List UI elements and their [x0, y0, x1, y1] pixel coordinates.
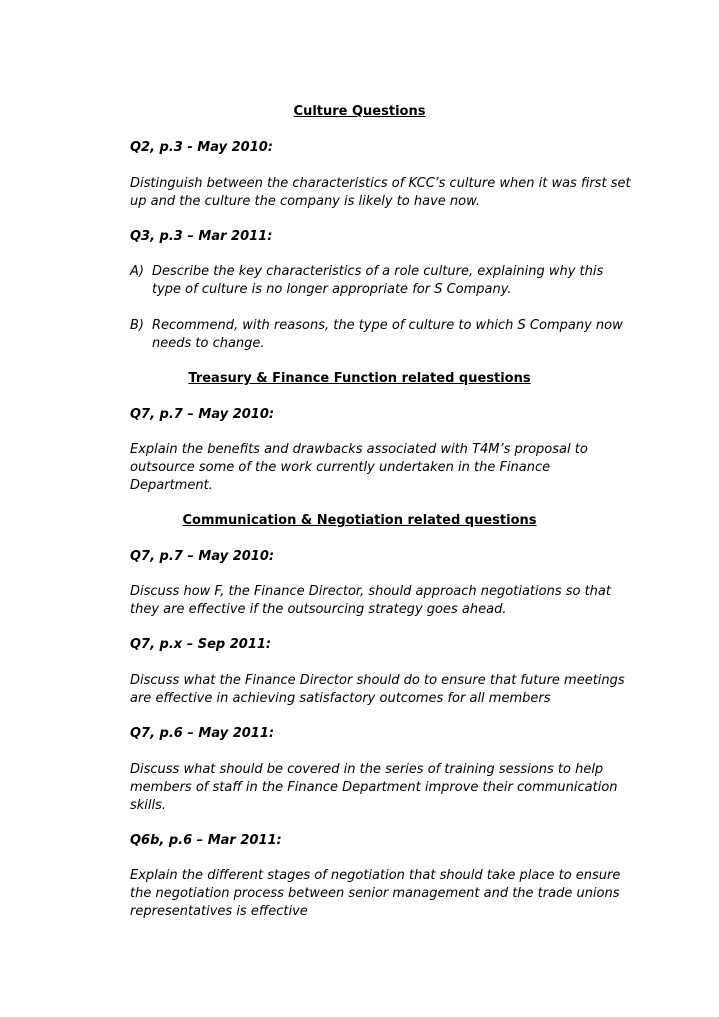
question-label: Q2, p.3 - May 2010: — [130, 140, 273, 155]
question-text: Explain the benefits and drawbacks associated with T4M’s proposal to outsource some of the work currently undertaken in the Finance Department. — [130, 442, 588, 493]
list-item — [130, 263, 635, 299]
list-marker: B) — [130, 318, 144, 333]
question-text: Discuss what the Finance Director should do to ensure that future meetings are effective in achieving satisfactory outcomes for all members — [130, 673, 625, 706]
question-label: Q7, p.x – Sep 2011: — [130, 637, 272, 652]
question-text: Distinguish between the characteristics of KCC’s culture when it was first set up and the culture the company is likely to have now. — [130, 176, 631, 209]
question-label: Q3, p.3 – Mar 2011: — [130, 229, 273, 244]
section-heading: Treasury & Finance Function related questions — [188, 371, 531, 386]
question-label: Q7, p.6 – May 2011: — [130, 726, 275, 741]
list-marker: A) — [130, 264, 144, 279]
question-label: Q7, p.7 – May 2010: — [130, 407, 275, 422]
list-item-text: Recommend, with reasons, the type of culture to which S Company now needs to change. — [152, 318, 623, 351]
question-text: Discuss how F, the Finance Director, should approach negotiations so that they are effective if the outsourcing strategy goes ahead. — [130, 584, 611, 617]
question-text: Discuss what should be covered in the series of training sessions to help members of staff in the Finance Department improve their communication skills. — [130, 762, 618, 813]
question-label: Q7, p.7 – May 2010: — [130, 549, 275, 564]
list-item-text: Describe the key characteristics of a role culture, explaining why this type of culture is no longer appropriate for S Company. — [152, 264, 604, 297]
question-text: Explain the different stages of negotiation that should take place to ensure the negotiation process between senior management and the trade unions representatives is effective — [130, 868, 621, 919]
page-title: Culture Questions — [293, 104, 426, 119]
section-heading: Communication & Negotiation related questions — [182, 513, 537, 528]
list-item — [130, 317, 635, 353]
question-label: Q6b, p.6 – Mar 2011: — [130, 833, 282, 848]
